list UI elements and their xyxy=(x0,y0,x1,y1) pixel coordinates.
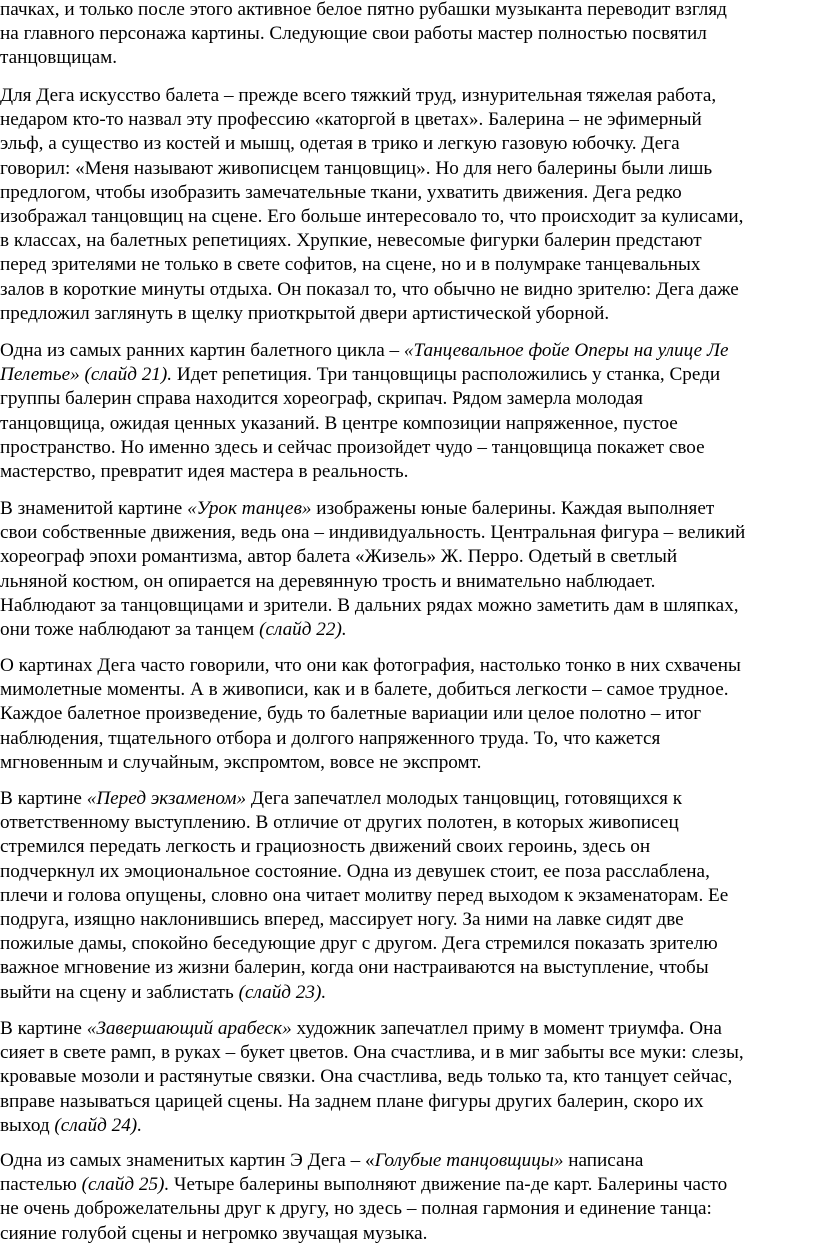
text-line xyxy=(0,1017,816,1041)
text-line xyxy=(0,460,816,484)
text-line xyxy=(0,860,816,884)
text-run: предлогом, чтобы изобразить замечательные ткани, ухватить движения. Дега редко xyxy=(0,181,682,203)
text-run: подчеркнул их эмоциональное состояние. Одна из девушек стоит, ее поза расслаблена, xyxy=(0,860,710,882)
text-run: Наблюдают за танцовщицами и зрители. В дальних рядах можно заметить дам в шляпках, xyxy=(0,594,739,616)
italic-text: (слайд 23). xyxy=(238,981,327,1003)
text-line xyxy=(0,521,816,545)
text-run: свои собственные движения, ведь она – индивидуальность. Центральная фигура – великий xyxy=(0,522,746,544)
text-run: мастерство, превратит идея мастера в реальность. xyxy=(0,461,409,483)
paragraph xyxy=(0,84,816,326)
paragraph xyxy=(0,1017,816,1138)
text-run: недаром кто-то назвал эту профессию «каторгой в цветах». Балерина – не эфимерный xyxy=(0,109,702,131)
text-line xyxy=(0,412,816,436)
text-line xyxy=(0,436,816,460)
italic-text: Голубые танцовщицы» xyxy=(374,1150,564,1171)
text-line xyxy=(0,0,816,22)
text-line xyxy=(0,981,816,1005)
text-line xyxy=(0,654,816,678)
text-run: плечи и голова опущены, словно она читает молитву перед выходом к экзаменаторам. Ее xyxy=(0,884,729,906)
paragraph xyxy=(0,1149,816,1246)
text-run: залов в короткие минуты отдыха. Он показал то, что обычно не видно зрителю: Дега даже xyxy=(0,278,739,300)
text-line xyxy=(0,363,816,387)
text-line xyxy=(0,387,816,411)
text-run: они тоже наблюдают за танцем xyxy=(0,619,260,641)
text-line xyxy=(0,339,816,363)
text-run: Дега запечатлел молодых танцовщиц, готовящихся к xyxy=(246,788,683,809)
text-run: написана xyxy=(563,1150,644,1171)
text-run: В картине xyxy=(0,1018,87,1039)
text-run: В картине xyxy=(0,788,87,809)
text-run: в классах, на балетных репетициях. Хрупкие, невесомые фигурки балерин предстают xyxy=(0,230,702,252)
text-line xyxy=(0,205,816,229)
text-line xyxy=(0,229,816,253)
text-run: хореограф эпохи романтизма, автор балета «Жизель» Ж. Перро. Одетый в светлый xyxy=(0,546,678,568)
text-run: О картинах Дега часто говорили, что они как фотография, настолько тонко в них схвачены xyxy=(0,655,741,676)
text-run: подруга, изящно наклонившись вперед, массирует ногу. За ними на лавке сидят две xyxy=(0,909,684,931)
text-run: мгновенным и случайным, экспромтом, вовсе не экспромт. xyxy=(0,751,482,773)
text-line xyxy=(0,702,816,726)
text-line xyxy=(0,46,816,70)
text-line xyxy=(0,1114,816,1138)
italic-text: (слайд 22). xyxy=(259,619,347,641)
text-line xyxy=(0,108,816,132)
text-line xyxy=(0,1149,816,1173)
text-run: В знаменитой картине xyxy=(0,498,188,519)
italic-text: «Танцевальное фойе Оперы на улице Ле xyxy=(403,340,729,361)
text-line xyxy=(0,751,816,775)
text-run: танцовщица, ожидая ценных указаний. В центре композиции напряженное, пустое xyxy=(0,412,678,434)
text-line xyxy=(0,835,816,859)
text-run: ответственному выступлению. В отличие от других полотен, в которых живописец xyxy=(0,812,679,834)
text-line xyxy=(0,302,816,326)
text-run: пожилые дамы, спокойно беседующие друг с другом. Дега стремился показать зрителю xyxy=(0,933,718,955)
text-run: предложил заглянуть в щелку приоткрытой двери артистической уборной. xyxy=(0,302,610,324)
paragraph xyxy=(0,787,816,1005)
text-run: эльф, а существо из костей и мышц, одетая в трико и легкую газовую юбочку. Дега xyxy=(0,133,680,155)
text-line xyxy=(0,1222,816,1246)
text-run: Идет репетиция. Три танцовщицы расположились у станка, Среди xyxy=(172,364,721,386)
text-run: сияние голубой сцены и негромко звучащая музыка. xyxy=(0,1222,428,1244)
text-run: Одна из самых ранних картин балетного цикла – xyxy=(0,340,404,361)
text-run: выход xyxy=(0,1114,55,1136)
paragraph xyxy=(0,339,816,484)
text-line xyxy=(0,132,816,156)
text-run: пространство. Но именно здесь и сейчас произойдет чудо – танцовщица покажет свое xyxy=(0,436,705,458)
text-run: изображены юные балерины. Каждая выполняет xyxy=(311,498,715,519)
text-run: Каждое балетное произведение, будь то балетные вариации или целое полотно – итог xyxy=(0,703,702,725)
text-run: Для Дега искусство балета – прежде всего тяжкий труд, изнурительная тяжелая работа, xyxy=(0,85,717,106)
text-run: стремился передать легкость и грациозность движений своих героинь, здесь он xyxy=(0,836,651,858)
text-run: важное мгновение из жизни балерин, когда они настраиваются на выступление, чтобы xyxy=(0,957,709,979)
text-run: мимолетные моменты. А в живописи, как и в балете, добиться легкости – самое трудное. xyxy=(0,679,729,701)
italic-text: «Завершающий арабеск» xyxy=(86,1018,292,1039)
text-line xyxy=(0,1090,816,1114)
text-line xyxy=(0,22,816,46)
text-run: говорил: «Меня называют живописцем танцовщиц». Но для него балерины были лишь xyxy=(0,157,713,179)
paragraph xyxy=(0,497,816,642)
text-line xyxy=(0,1197,816,1221)
text-line xyxy=(0,157,816,181)
italic-text: «Урок танцев» xyxy=(187,498,312,519)
text-line xyxy=(0,884,816,908)
text-line xyxy=(0,181,816,205)
text-line xyxy=(0,787,816,811)
text-line xyxy=(0,1173,816,1197)
text-line xyxy=(0,678,816,702)
italic-text: Пелетье» (слайд 21). xyxy=(0,364,173,386)
text-run: сияет в свете рамп, в руках – букет цветов. Она счастлива, и в миг забыты все муки: слезы, xyxy=(0,1042,744,1064)
text-line xyxy=(0,618,816,642)
text-run: льняной костюм, он опирается на деревянную трость и внимательно наблюдает. xyxy=(0,570,656,592)
text-run: перед зрителями не только в свете софитов, на сцене, но и в полумраке танцевальных xyxy=(0,254,701,276)
text-line xyxy=(0,497,816,521)
text-run: пачках, и только после этого активное белое пятно рубашки музыканта переводит взгляд xyxy=(0,0,727,20)
text-run: выйти на сцену и заблистать xyxy=(0,981,239,1003)
text-run: группы балерин справа находится хореограф, скрипач. Рядом замерла молодая xyxy=(0,388,643,410)
text-line xyxy=(0,570,816,594)
paragraph xyxy=(0,654,816,775)
italic-text: (слайд 24). xyxy=(54,1114,142,1136)
italic-text: «Перед экзаменом» xyxy=(86,788,247,809)
italic-text: (слайд 25). xyxy=(81,1174,170,1196)
text-run: изображал танцовщиц на сцене. Его больше интересовало то, что происходит за кулисами, xyxy=(0,206,744,228)
text-run: на главного персонажа картины. Следующие свои работы мастер полностью посвятил xyxy=(0,23,707,45)
text-line xyxy=(0,278,816,302)
paragraph xyxy=(0,0,816,71)
text-line xyxy=(0,908,816,932)
text-line xyxy=(0,932,816,956)
text-run: художник запечатлел приму в момент триумфа. Она xyxy=(291,1018,722,1039)
text-line xyxy=(0,84,816,108)
text-run: пастелью xyxy=(0,1174,82,1196)
text-run: кровавые мозоли и растянутые связки. Она счастлива, ведь только та, кто танцует сейчас, xyxy=(0,1066,733,1088)
text-line xyxy=(0,727,816,751)
text-run: наблюдения, тщательного отбора и долгого напряженного труда. То, что кажется xyxy=(0,727,661,749)
text-run: танцовщицам. xyxy=(0,47,118,69)
text-run: не очень доброжелательны друг к другу, но здесь – полная гармония и единение танца: xyxy=(0,1198,712,1220)
text-run: Одна из самых знаменитых картин Э Дега – « xyxy=(0,1150,375,1171)
text-run: Четыре балерины выполняют движение па-де карт. Балерины часто xyxy=(169,1174,728,1196)
text-line xyxy=(0,811,816,835)
text-line xyxy=(0,1065,816,1089)
text-run: вправе называться царицей сцены. На заднем плане фигуры других балерин, скоро их xyxy=(0,1090,704,1112)
text-line xyxy=(0,545,816,569)
text-line xyxy=(0,594,816,618)
text-line xyxy=(0,1041,816,1065)
text-line xyxy=(0,253,816,277)
text-line xyxy=(0,956,816,980)
